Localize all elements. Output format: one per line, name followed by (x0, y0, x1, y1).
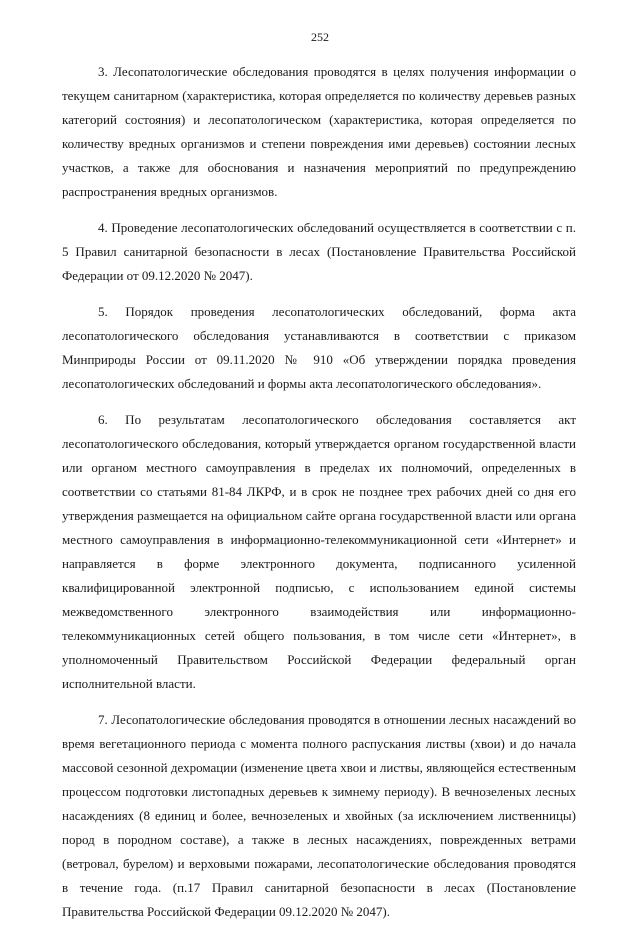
paragraph-4: 4. Проведение лесопатологических обследований осуществляется в соответствии с п. 5 Правил санитарной безопасности в лесах (Постановление Правительства Российской Федерации от 09.12.2020 № 2047). (62, 220, 576, 283)
page-number: 252 (311, 30, 329, 44)
paragraph-3: 3. Лесопатологические обследования проводятся в целях получения информации о текущем санитарном (характеристика, которая определяется по количеству деревьев разных категорий состояния) и лесопатологическом (характеристика, которая определяется по количеству вредных организмов и степени повреждения ими деревьев) состоянии лесных участков, а также для обоснования и назначения мероприятий по предупреждению распространения вредных организмов. (62, 64, 576, 199)
document-body (62, 60, 576, 936)
paragraph-7: 7. Лесопатологические обследования проводятся в отношении лесных насаждений во время вегетационного периода с момента полного распускания листвы (хвои) и до начала массовой сезонной дехромации (изменение цвета хвои и листвы, являющейся естественным процессом подготовки листопадных деревьев к зимнему периоду). В вечнозеленых лесных насаждениях (8 единиц и более, вечнозеленых и хвойных (за исключением лиственницы) пород в породном составе), а также в лесных насаждениях, поврежденных ветрами (ветровал, бурелом) и верховыми пожарами, лесопатологические обследования проводятся в течение года. (п.17 Правил санитарной безопасности в лесах (Постановление Правительства Российской Федерации 09.12.2020 № 2047). (62, 712, 576, 919)
paragraph-5: 5. Порядок проведения лесопатологических обследований, форма акта лесопатологического обследования устанавливаются в соответствии с приказом Минприроды России от 09.11.2020 № 910 «Об утверждении порядка проведения лесопатологических обследований и формы акта лесопатологического обследования». (62, 304, 576, 391)
paragraph-6: 6. По результатам лесопатологического обследования составляется акт лесопатологического обследования, который утверждается органом государственной власти или органом местного самоуправления в пределах их полномочий, определенных в соответствии со статьями 81-84 ЛКРФ, и в срок не позднее трех рабочих дней со дня его утверждения размещается на официальном сайте органа государственной власти или органа местного самоуправления в информационно-телекоммуникационной сети «Интернет» и направляется в форме электронного документа, подписанного усиленной квалифицированной электронной подписью, с использованием единой системы межведомственного электронного взаимодействия или информационно-телекоммуникационных сетей общего пользования, в том числе сети «Интернет», в уполномоченный Правительством Российской Федерации федеральный орган исполнительной власти. (62, 412, 576, 691)
